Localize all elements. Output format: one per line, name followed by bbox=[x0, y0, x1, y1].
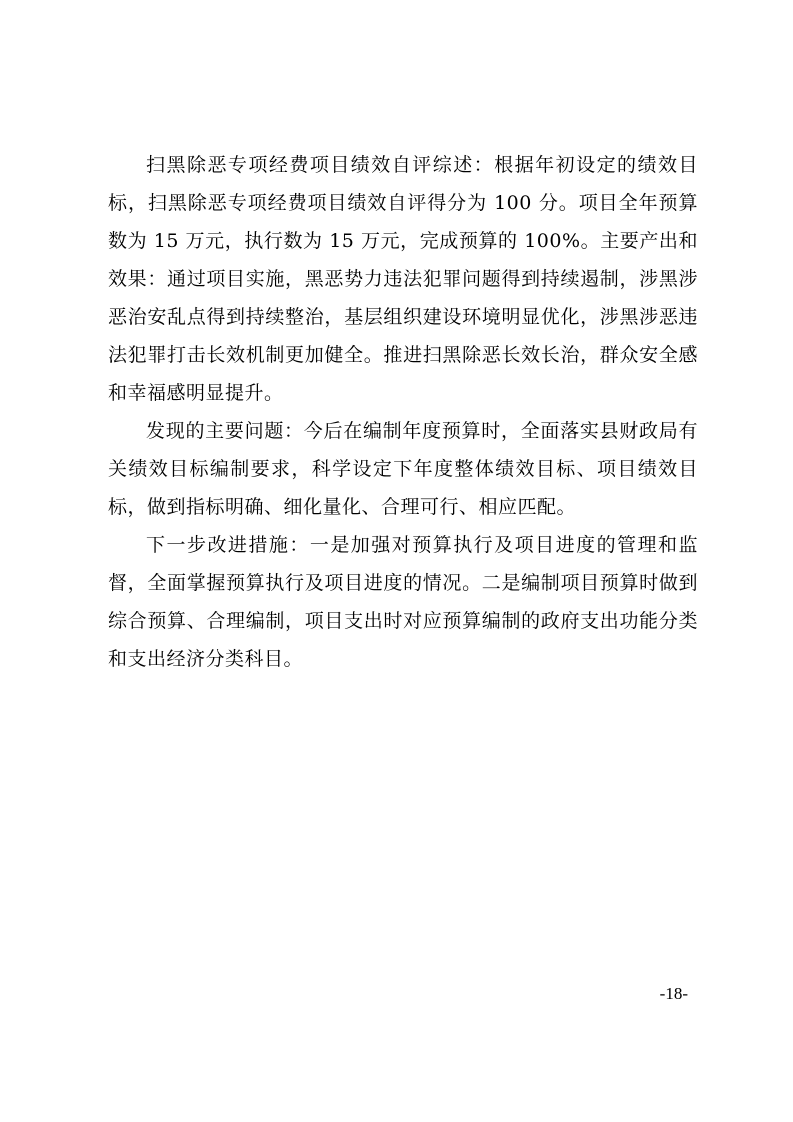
paragraph-improvements: 下一步改进措施：一是加强对预算执行及项目进度的管理和监督，全面掌握预算执行及项目进度的情况。二是编制项目预算时做到综合预算、合理编制，项目支出时对应预算编制的政府支出功能分类和支出经济分类科目。 bbox=[108, 534, 698, 670]
document-body bbox=[108, 146, 698, 678]
paragraph-problems: 发现的主要问题：今后在编制年度预算时，全面落实县财政局有关绩效目标编制要求，科学设定下年度整体绩效目标、项目绩效目标，做到指标明确、细化量化、合理可行、相应匹配。 bbox=[108, 420, 698, 518]
paragraph-summary: 扫黑除恶专项经费项目绩效自评综述：根据年初设定的绩效目标，扫黑除恶专项经费项目绩效自评得分为 100 分。项目全年预算数为 15 万元，执行数为 15 万元，完成预算的 100%。主要产出和效果：通过项目实施，黑恶势力违法犯罪问题得到持续遏制，涉黑涉恶治安乱点得到持续整治，基层组织建设环境明显优化，涉黑涉恶违法犯罪打击长效机制更加健全。推进扫黑除恶长效长治，群众安全感和幸福感明显提升。 bbox=[108, 154, 698, 404]
page-number: -18- bbox=[659, 984, 688, 1003]
